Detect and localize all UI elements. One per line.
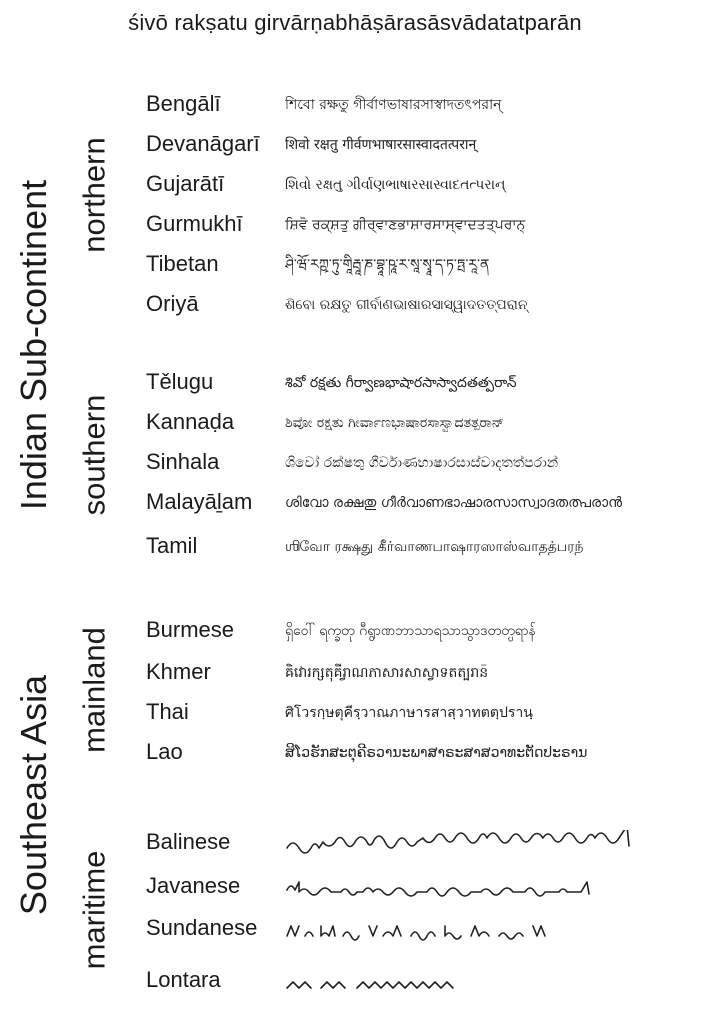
list-item-khmer — [0, 656, 710, 692]
region-label-southeast: Southeast Asia — [13, 674, 54, 916]
script-sample-javanese — [285, 874, 680, 902]
language-name: Lao — [146, 739, 183, 764]
script-sample: ශිවෝ රක්ෂතු ගීර්වාණභාෂාරසාස්වාදතත්පරාන් — [285, 455, 559, 471]
script-sample: শিবো রক্ষতু গীর্বাণভাষারসাস্বাদতৎপরান্ — [285, 97, 502, 113]
list-item-bengali — [0, 88, 710, 124]
list-item-gujarati — [0, 168, 710, 204]
language-name: Sinhala — [146, 449, 220, 474]
language-name: Gurmukhī — [146, 211, 243, 236]
list-item-malayalam — [0, 486, 710, 522]
list-item-oriya — [0, 288, 710, 324]
group-label-maritime: maritime — [76, 850, 112, 970]
script-sample: ཤི་ཝོ་རཀྵ་ཏུ་གཱིརྦཱ་ཎ་བྷཱ་ཥཱ་ར་སཱ་སྭཱ་ད་ཏ་ཏྤ་རཱ་ན — [285, 257, 490, 273]
group-label-northern: northern — [76, 137, 112, 253]
language-name: Oriyā — [146, 291, 199, 316]
language-name: Thai — [146, 699, 189, 724]
list-item-tamil — [0, 530, 710, 566]
list-item-javanese — [0, 870, 710, 906]
script-sample: ਸ਼ਿਵੋ ਰਕ੍ਸ਼ਤੁ ਗੀਰ੍ਵਾਣਭਾਸ਼ਾਰਸਾਸ੍ਵਾਦਤਤ੍ਪਰਾਨ੍ — [285, 217, 526, 233]
language-name: Javanese — [146, 873, 241, 898]
group-label-southern: southern — [76, 394, 112, 516]
script-sample-balinese — [285, 830, 680, 858]
language-name: Tělugu — [146, 369, 214, 394]
list-item-devanagari — [0, 128, 710, 164]
language-name: Sundanese — [146, 915, 258, 940]
list-item-gurmukhi — [0, 208, 710, 244]
script-sample: ศิโวรกฺษตุคีรฺวาณภาษารสาสฺวาทตตฺปรานฺ — [285, 705, 533, 721]
language-name: Kannaḍa — [146, 409, 235, 434]
script-sample: ឝិវោរក្សតុគីរ្វាណភាសារសាស្វាទតត្បរាន៑ — [285, 665, 489, 681]
script-sample-sundanese — [285, 916, 680, 944]
script-sample: శివో రక్షతు గీర్వాణభాషారసాస్వాదతత్పరాన్ — [285, 375, 517, 391]
list-item-sundanese — [0, 912, 710, 948]
list-item-burmese — [0, 614, 710, 650]
script-sample: શિવો રક્ષતુ ગીર્વાણભાષારસાસ્વાદતત્પરાન્ — [285, 177, 506, 193]
language-name: Malayāḻam — [146, 489, 253, 514]
list-item-thai — [0, 696, 710, 732]
script-sample: ສິໂວຮັກສະຕຸຄີຣວານະພາສາຣະສາສວາທະຕັດປະຣານ — [285, 745, 588, 761]
group-label-mainland: mainland — [76, 627, 112, 753]
region-label-indian: Indian Sub-continent — [13, 179, 54, 511]
script-sample: ଶିବୋ ରକ୍ଷତୁ ଗୀର୍ବାଣଭାଷାରସାସ୍ୱାଦତତ୍ପରାନ୍ — [285, 297, 528, 313]
script-sample: ശിവോ രക്ഷതു ഗീർവാണഭാഷാരസാസ്വാദതത്പരാൻ — [285, 495, 622, 511]
language-name: Devanāgarī — [146, 131, 260, 156]
language-name: Gujarātī — [146, 171, 225, 196]
list-item-kannada — [0, 406, 710, 442]
language-name: Tibetan — [146, 251, 219, 276]
list-item-balinese — [0, 826, 710, 862]
script-sample: शिवो रक्षतु गीर्वणभाषारसास्वादतत्परान् — [285, 137, 477, 153]
language-name: Burmese — [146, 617, 235, 642]
language-name: Lontara — [146, 967, 221, 992]
list-item-sinhala — [0, 446, 710, 482]
language-name: Bengālī — [146, 91, 221, 116]
script-sample: ရှိဝေါ် ရက္ခတု ဂီရွာဏဘာသာရသာသွာဒတတ္ပရာန် — [285, 623, 536, 639]
script-sample: ಶಿವೋ ರಕ್ಷತು ಗೀರ್ವಾಣಭಾಷಾರಸಾಸ್ವಾದತತ್ಪರಾನ್ — [285, 415, 505, 431]
language-name: Tamil — [146, 533, 198, 558]
list-item-tibetan — [0, 248, 710, 284]
script-sample: ஶிவோ ரக்ஷது கீர்வாணபாஷாரஸாஸ்வாதத்பரந் — [285, 539, 584, 555]
list-item-lao — [0, 736, 710, 772]
list-item-telugu — [0, 366, 710, 402]
page-title: śivō rakṣatu girvārṇabhāṣārasāsvādatatparān — [128, 10, 582, 35]
list-item-lontara — [0, 964, 710, 1000]
script-sample-lontara — [285, 968, 680, 996]
language-name: Khmer — [146, 659, 211, 684]
language-name: Balinese — [146, 829, 231, 854]
